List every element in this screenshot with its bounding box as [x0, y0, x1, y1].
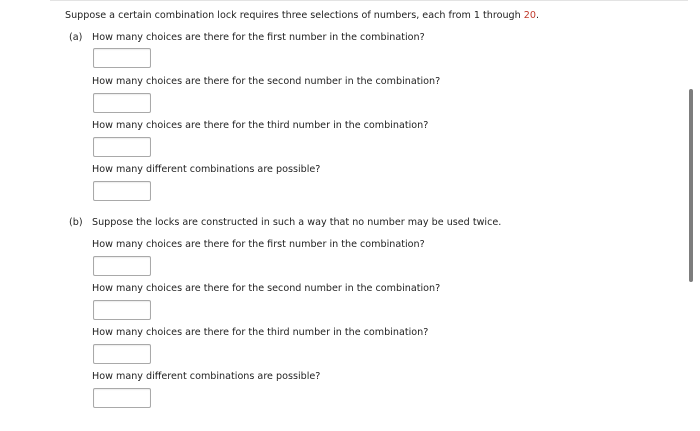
- part-a-answer-4-input[interactable]: [93, 181, 151, 201]
- part-b-label: (b): [69, 217, 83, 228]
- scrollbar-thumb[interactable]: [689, 89, 693, 282]
- part-a-question-3: How many choices are there for the third number in the combination?: [92, 120, 429, 131]
- part-b-answer-3-input[interactable]: [93, 344, 151, 364]
- part-b-question-3: How many choices are there for the third number in the combination?: [92, 327, 429, 338]
- problem-statement-text: Suppose a certain combination lock requires three selections of numbers, each from 1 through: [65, 10, 524, 21]
- part-b-answer-1-input[interactable]: [93, 256, 151, 276]
- part-a-answer-3-input[interactable]: [93, 137, 151, 157]
- part-b-question-2: How many choices are there for the second number in the combination?: [92, 283, 441, 294]
- part-a-answer-1-input[interactable]: [93, 48, 151, 68]
- part-b-prompt: Suppose the locks are constructed in such a way that no number may be used twice.: [92, 217, 502, 228]
- highlighted-number: 20: [523, 10, 536, 21]
- part-a-question-4: How many different combinations are possible?: [92, 164, 321, 175]
- part-a-question-1: How many choices are there for the first number in the combination?: [92, 32, 425, 43]
- problem-statement: [65, 10, 539, 21]
- part-a-question-2: How many choices are there for the second number in the combination?: [92, 76, 441, 87]
- problem-statement-end: .: [535, 10, 540, 21]
- part-b-answer-4-input[interactable]: [93, 388, 151, 408]
- part-b-answer-2-input[interactable]: [93, 300, 151, 320]
- part-b-question-4: How many different combinations are possible?: [92, 371, 321, 382]
- part-a-label: (a): [69, 32, 83, 43]
- part-b-question-1: How many choices are there for the first number in the combination?: [92, 239, 425, 250]
- part-a-answer-2-input[interactable]: [93, 93, 151, 113]
